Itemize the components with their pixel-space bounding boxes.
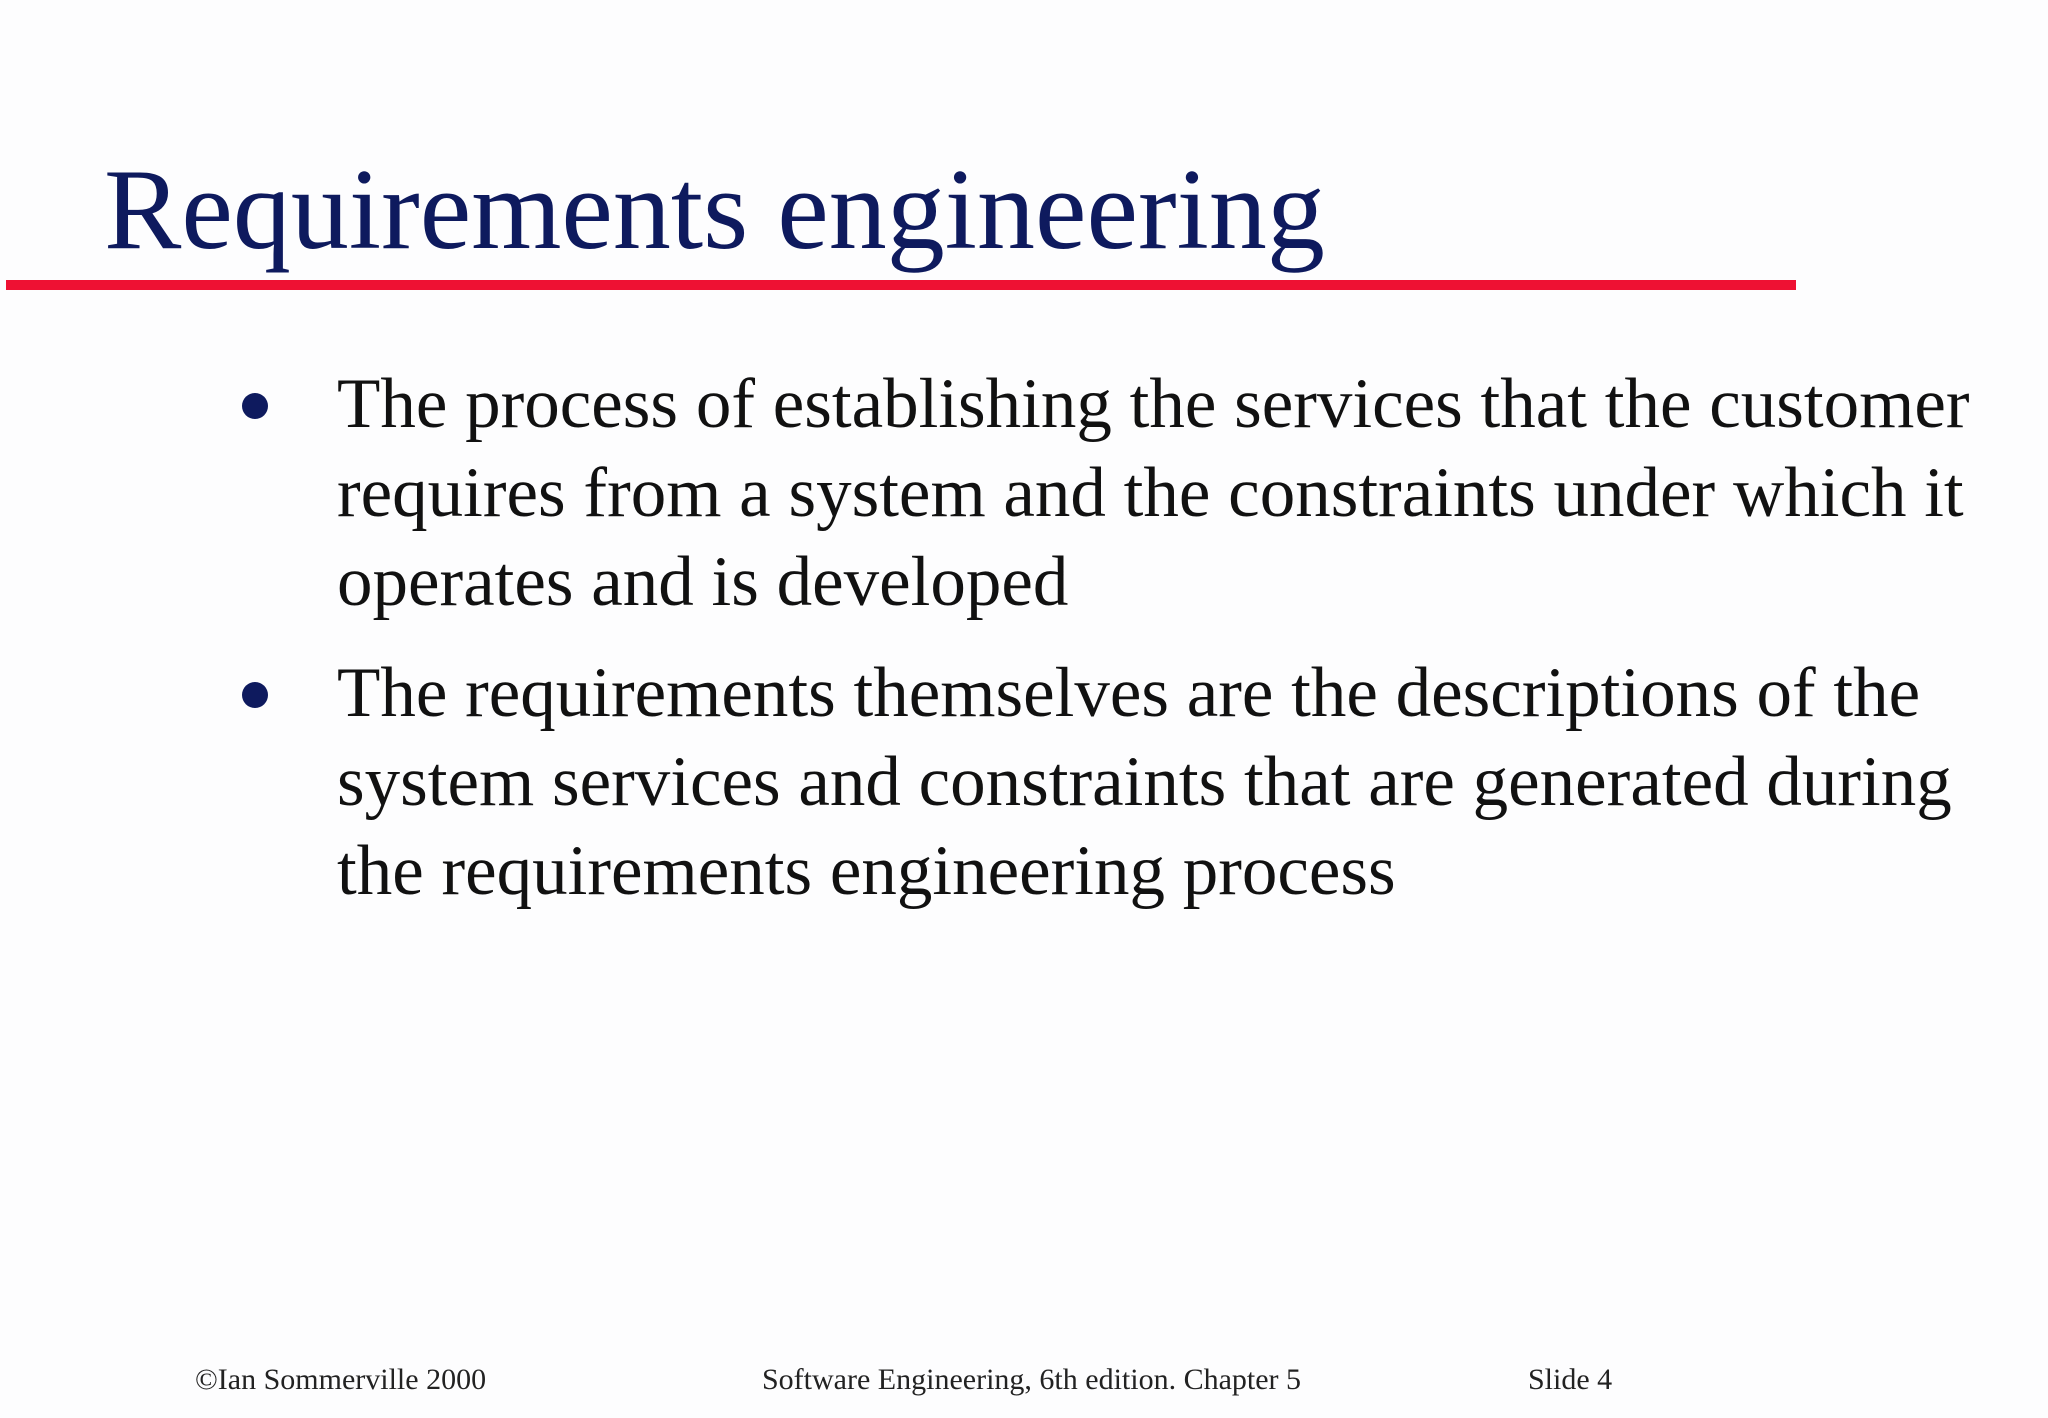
bullet-text: The process of establishing the services that the customer requires from a system and the constraints under which it operates and is developed: [337, 365, 1970, 621]
bullet-item: [0, 360, 2048, 627]
bullet-text: The requirements themselves are the descriptions of the system services and constraints that are generated during the requirements engineering process: [337, 654, 1952, 910]
bullet-list: [0, 360, 2048, 938]
slide-title: Requirements engineering: [104, 146, 1325, 274]
footer-slide-number: Slide 4: [1528, 1363, 1613, 1396]
bullet-dot-icon: [242, 393, 268, 419]
title-underline: [6, 280, 1796, 290]
bullet-dot-icon: [242, 682, 268, 708]
footer-copyright: ©Ian Sommerville 2000: [195, 1363, 487, 1396]
bullet-item: [0, 649, 2048, 916]
footer-book-title: Software Engineering, 6th edition. Chapter 5: [762, 1363, 1302, 1396]
